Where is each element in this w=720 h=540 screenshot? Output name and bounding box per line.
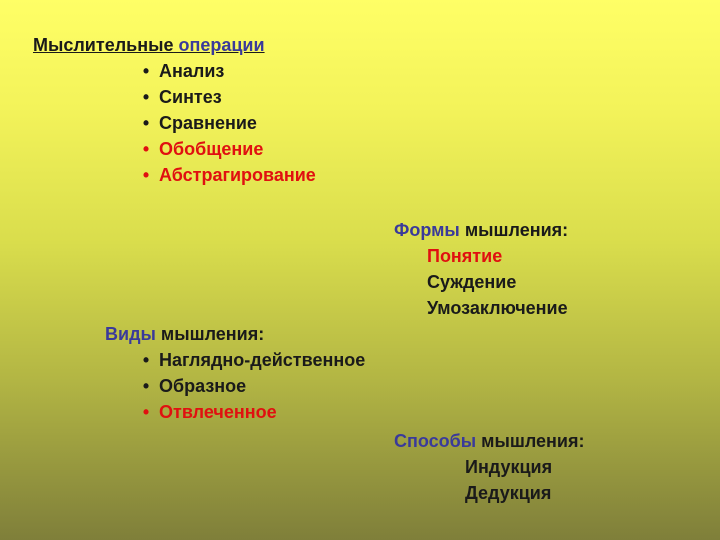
list-item: Понятие [427,246,503,266]
list-item-label: Обобщение [159,139,264,159]
types-heading-word2: мышления: [160,324,265,344]
list-item [140,165,316,185]
types-heading-word1: Виды [105,324,156,344]
operations-heading-word2: операции [178,35,265,55]
bullet-icon: • [142,402,150,422]
list-item: Индукция [465,457,553,477]
list-item-label: Абстрагирование [159,165,316,185]
list-item [140,61,224,81]
bullet-icon: • [142,139,150,159]
bullet-icon: • [142,87,150,107]
bullet-icon: • [142,61,150,81]
list-item-label: Анализ [159,61,225,81]
list-item-label: Отвлеченное [159,402,277,422]
methods-heading-word2: мышления: [481,431,585,451]
list-item-label: Сравнение [159,113,257,133]
list-item [140,376,246,396]
list-item: Суждение [427,272,517,292]
list-item: Дедукция [465,483,552,503]
methods-heading-word1: Способы [394,431,477,451]
forms-heading [394,220,568,240]
types-heading [105,324,264,344]
list-item-label: Образное [159,376,247,396]
list-item-label: Наглядно-действенное [159,350,366,370]
operations-heading [33,35,265,55]
operations-heading-word1: Мыслительные [33,35,174,55]
bullet-icon: • [142,376,150,396]
methods-heading [394,431,584,451]
forms-heading-word2: мышления: [464,220,569,240]
list-item: Умозаключение [427,298,568,318]
list-item-label: Синтез [159,87,222,107]
bullet-icon: • [142,350,150,370]
list-item [140,350,365,370]
list-item [140,87,222,107]
list-item [140,139,263,159]
bullet-icon: • [142,165,150,185]
list-item [140,402,277,422]
forms-heading-word1: Формы [394,220,460,240]
list-item [140,113,257,133]
bullet-icon: • [142,113,150,133]
